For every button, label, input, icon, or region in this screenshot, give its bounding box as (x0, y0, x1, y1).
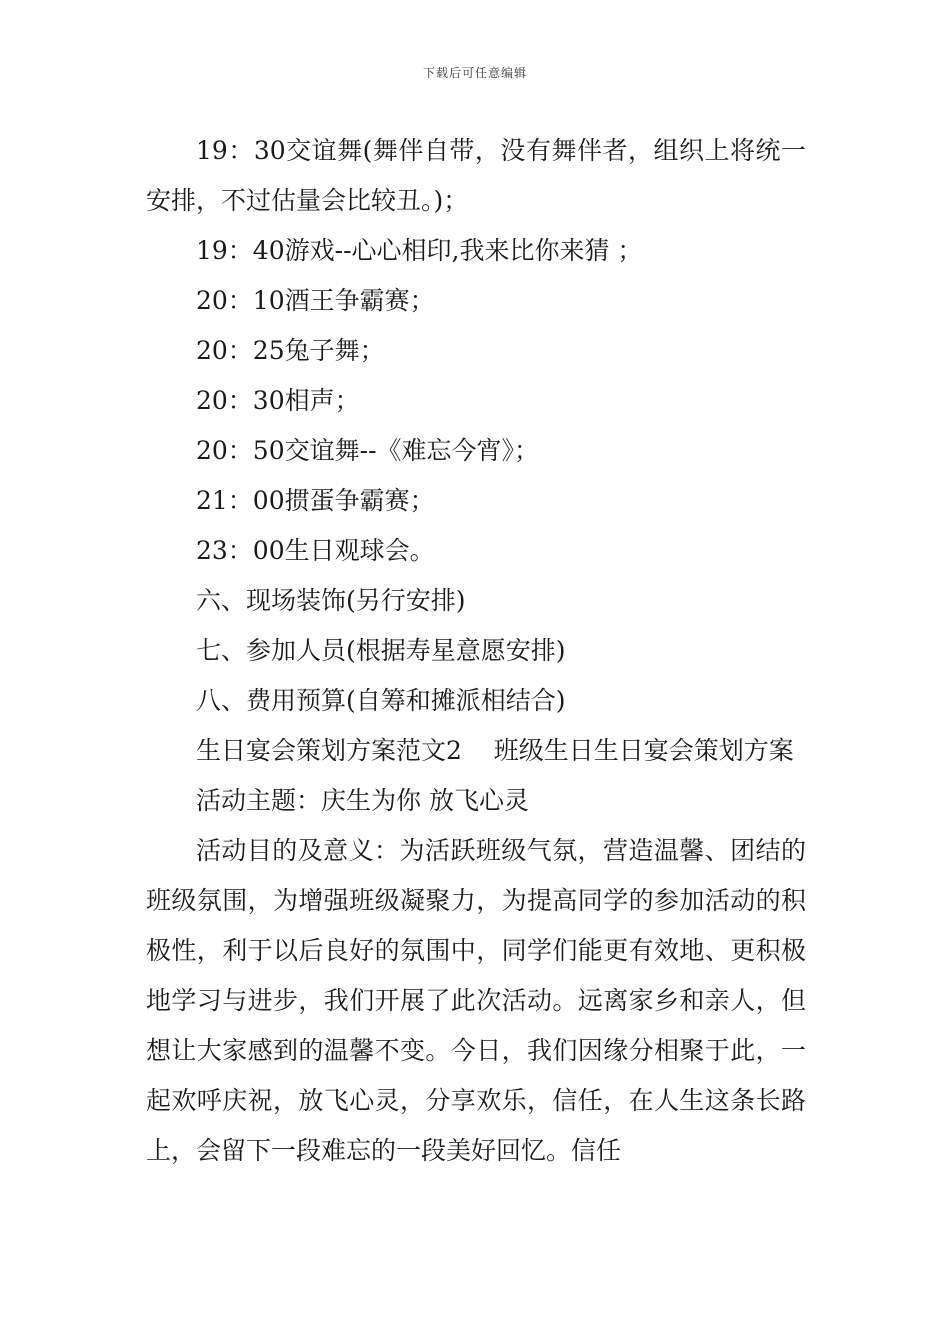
activity-purpose: 活动目的及意义：为活跃班级气氛，营造温馨、团结的班级氛围，为增强班级凝聚力，为提高同学的参加活动的积极性，利于以后良好的氛围中，同学们能更有效地、更积极地学习与进步，我们开展了此次活动。远离家乡和亲人，但想让大家感到的温馨不变。今日，我们因缘分相聚于此，一起欢呼庆祝，放飞心灵，分享欢乐，信任，在人生这条长路上，会留下一段难忘的一段美好回忆。信任 (146, 836, 806, 1165)
schedule-item-2030: 20：30相声； (196, 386, 360, 415)
sample-2-title: 生日宴会策划方案范文2 班级生日生日宴会策划方案 (196, 736, 794, 765)
schedule-item-2300: 23：00生日观球会。 (196, 536, 435, 565)
schedule-item-1940: 19：40游戏--心心相印,我来比你来猜 ； (196, 236, 643, 265)
activity-theme: 活动主题：庆生为你 放飞心灵 (196, 786, 529, 815)
schedule-item-2025: 20：25兔子舞； (196, 336, 385, 365)
document-body (146, 126, 806, 1176)
schedule-item-2100: 21：00掼蛋争霸赛； (196, 486, 435, 515)
schedule-item-2010: 20：10酒王争霸赛； (196, 286, 435, 315)
page-header: 下载后可任意编辑 (422, 66, 527, 80)
schedule-item-1930: 19：30交谊舞(舞伴自带，没有舞伴者，组织上将统一安排，不过估量会比较丑。)； (146, 136, 806, 215)
section-participants: 七、参加人员(根据寿星意愿安排) (196, 636, 566, 665)
section-decoration: 六、现场装饰(另行安排) (196, 586, 466, 615)
section-budget: 八、费用预算(自筹和摊派相结合) (196, 686, 566, 715)
schedule-item-2050: 20：50交谊舞--《难忘今宵》； (196, 436, 540, 465)
